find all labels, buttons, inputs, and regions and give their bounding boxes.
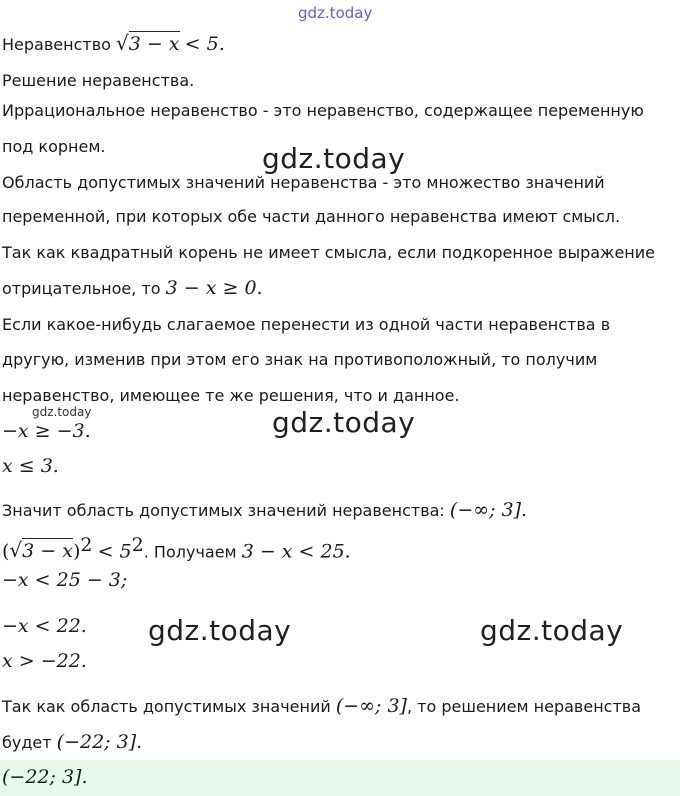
watermark-top: gdz.today (298, 4, 373, 22)
watermark: gdz.today (480, 614, 624, 647)
text-line: переменной, при которых обе части данного неравенства имеют смысл. (2, 207, 621, 226)
watermark-small: gdz.today (32, 405, 92, 419)
solution-heading: Решение неравенства. (2, 71, 195, 90)
math-line: x > −22. (2, 650, 87, 672)
text-line: Если какое-нибудь слагаемое перенести из одной части неравенства в (2, 315, 611, 334)
watermark: gdz.today (148, 614, 292, 647)
sqrt-expression: √3 − x (116, 31, 180, 55)
inequality-statement: Неравенство √3 − x < 5. (2, 31, 225, 55)
watermark: gdz.today (272, 406, 416, 439)
text-line: под корнем. (2, 137, 106, 156)
answer-text: (−22; 3]. (2, 766, 88, 788)
text-line: Так как квадратный корень не имеет смысла, если подкоренное выражение (2, 243, 655, 262)
math-line: x ≤ 3. (2, 455, 59, 477)
answer-highlight (0, 760, 680, 796)
math-line: −x < 22. (2, 615, 87, 637)
text-line: другую, изменив при этом его знак на противоположный, то получим (2, 350, 598, 369)
text-line: отрицательное, то 3 − x ≥ 0. (2, 277, 263, 299)
math-line: −x ≥ −3. (2, 420, 91, 442)
math-line: −x < 25 − 3; (2, 569, 128, 591)
text-line: Область допустимых значений неравенства - это множество значений (2, 173, 605, 192)
text-line: Так как область допустимых значений (−∞; 3], то решением неравенства (2, 695, 642, 717)
text-line: будет (−22; 3]. (2, 731, 143, 753)
text-line: Иррациональное неравенство - это неравенство, содержащее переменную (2, 101, 644, 120)
text-line: неравенство, имеющее те же решения, что и данное. (2, 386, 460, 405)
math-line: $(√3 - x)^2 < 5^2$. Получаем 3 − x < 25. (2, 534, 351, 563)
watermark: gdz.today (262, 142, 406, 175)
text-line: Значит область допустимых значений неравенства: (−∞; 3]. (2, 499, 528, 521)
